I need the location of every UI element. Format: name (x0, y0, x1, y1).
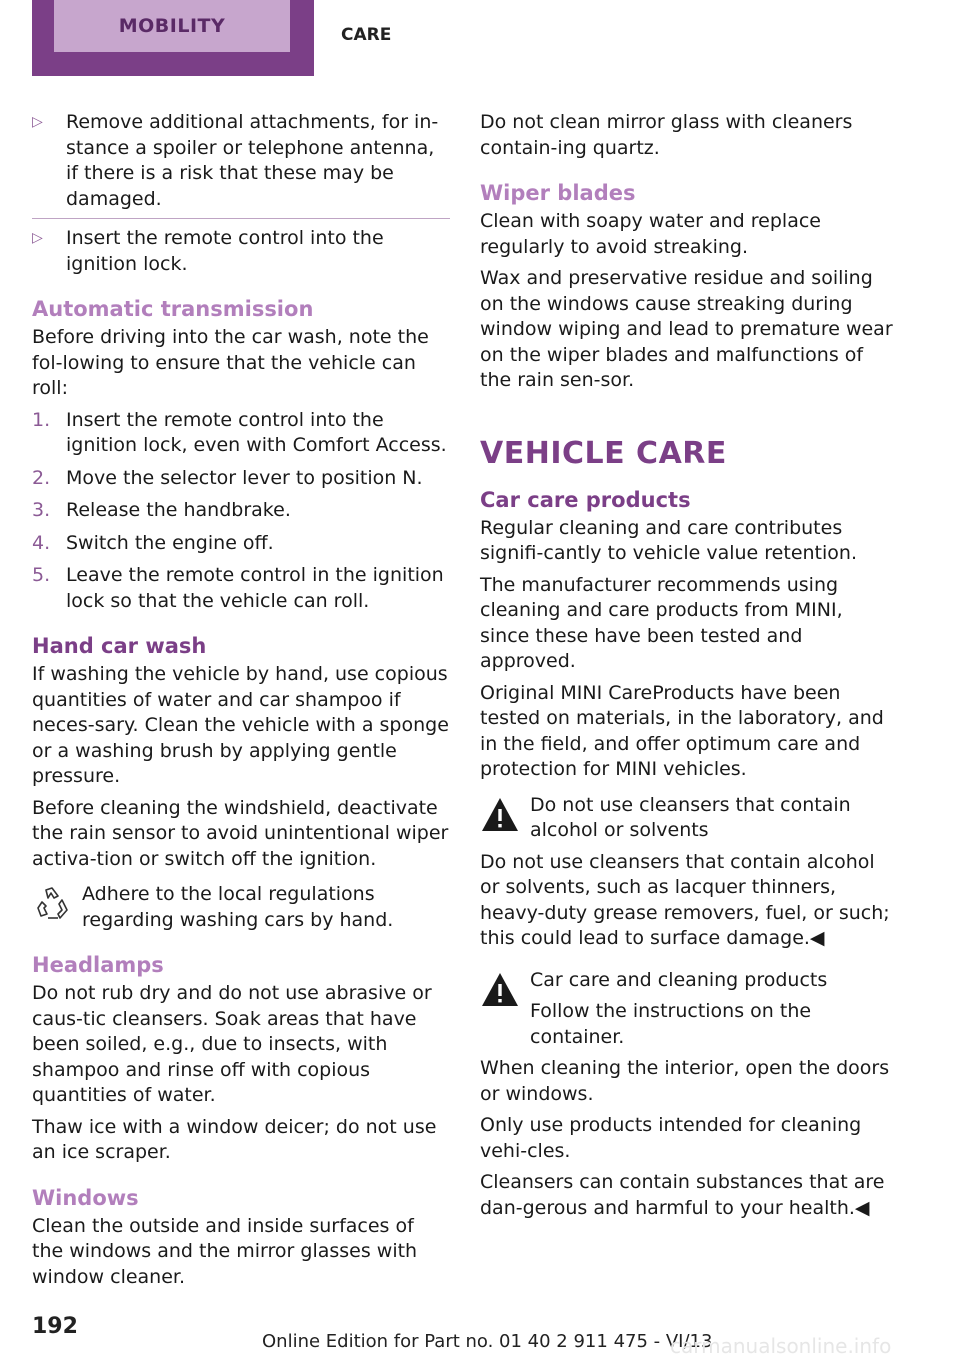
right-column (480, 110, 898, 1227)
paragraph: Do not clean mirror glass with cleaners contain-ing quartz. (480, 111, 853, 159)
heading-vehicle-care: VEHICLE CARE (480, 435, 727, 471)
warning-triangle-icon (480, 970, 520, 1010)
paragraph: When cleaning the interior, open the doors or windows. (480, 1057, 890, 1105)
warning-note: Do not use cleansers that contain alcohol or solvents (480, 793, 898, 844)
heading-car-care-products: Car care products (480, 487, 691, 512)
warning-triangle-icon (480, 795, 520, 835)
paragraph: Before cleaning the windshield, deactivate the rain sensor to avoid unintentional wiper activa-tion or switch off the ignition. (32, 796, 449, 870)
left-column (32, 110, 450, 1296)
watermark: carmanualsonline.info (670, 1334, 892, 1358)
list-item: 2. Move the selector lever to position N. (32, 466, 423, 489)
paragraph: Wax and preservative residue and soiling on the windows cause streaking during window wiping and lead to premature wear on the wiper blades and malfunctions of the rain sen-sor. (480, 267, 893, 391)
paragraph: Do not rub dry and do not use abrasive or caus-tic cleansers. Soak areas that have been soiled, e.g., due to insects, with shampoo and rinse off with copious quantities of water. (32, 982, 432, 1106)
paragraph: Original MINI CareProducts have been tested on materials, in the laboratory, and in the field, and offer optimum care and protection for MINI vehicles. (480, 681, 884, 780)
heading-hand-car-wash: Hand car wash (32, 634, 207, 658)
warning-note: Car care and cleaning products Follow the instructions on the container. (480, 968, 898, 1051)
paragraph: Thaw ice with a window deicer; do not use an ice scraper. (32, 1115, 437, 1163)
bullet-list (32, 110, 450, 277)
edition-footer: Online Edition for Part no. 01 40 2 911 475 - VI/13 (262, 1331, 713, 1352)
paragraph: Before driving into the car wash, note the fol-lowing to ensure that the vehicle can roll: (32, 326, 429, 399)
paragraph: Only use products intended for cleaning vehi-cles. (480, 1114, 862, 1162)
paragraph: Clean with soapy water and replace regularly to avoid streaking. (480, 210, 821, 258)
list-item: 1. Insert the remote control into the ignition lock, even with Comfort Access. (32, 408, 447, 456)
page-number: 192 (32, 1314, 78, 1339)
section-label-care: CARE (341, 25, 392, 45)
recycling-icon (32, 884, 72, 924)
paragraph: If washing the vehicle by hand, use copious quantities of water and car shampoo if neces-sary. Clean the vehicle with a sponge or a washing brush by applying gentle pressure. (32, 663, 449, 787)
environment-note: Adhere to the local regulations regarding washing cars by hand. (32, 882, 450, 933)
chapter-tab-mobility[interactable]: MOBILITY (54, 0, 290, 52)
list-item: ▷ Remove additional attachments, for in-stance a spoiler or telephone antenna, if there is a risk that these may be damaged. (32, 110, 450, 219)
list-item: 3. Release the handbrake. (32, 499, 291, 521)
heading-wiper-blades: Wiper blades (480, 181, 636, 205)
numbered-steps (32, 408, 450, 615)
paragraph: Cleansers can contain substances that are dan-gerous and harmful to your health.◀ (480, 1171, 885, 1219)
list-item: ▷ Insert the remote control into the ignition lock. (32, 227, 384, 275)
heading-windows: Windows (32, 1185, 139, 1210)
paragraph: Do not use cleansers that contain alcohol or solvents, such as lacquer thinners, heavy-duty grease removers, fuel, or such; this could lead to surface damage.◀ (480, 850, 890, 949)
heading-headlamps: Headlamps (32, 953, 164, 977)
paragraph: Clean the outside and inside surfaces of the windows and the mirror glasses with window cleaner. (32, 1214, 418, 1288)
list-item: 5. Leave the remote control in the ignition lock so that the vehicle can roll. (32, 564, 444, 612)
paragraph: The manufacturer recommends using cleaning and care products from MINI, since these have been tested and approved. (480, 573, 843, 672)
list-item: 4. Switch the engine off. (32, 531, 274, 554)
triangle-bullet-icon: ▷ (32, 114, 43, 130)
paragraph: Regular cleaning and care contributes signifi-cantly to vehicle value retention. (480, 516, 857, 564)
triangle-bullet-icon: ▷ (32, 230, 43, 246)
heading-automatic-transmission: Automatic transmission (32, 297, 314, 321)
